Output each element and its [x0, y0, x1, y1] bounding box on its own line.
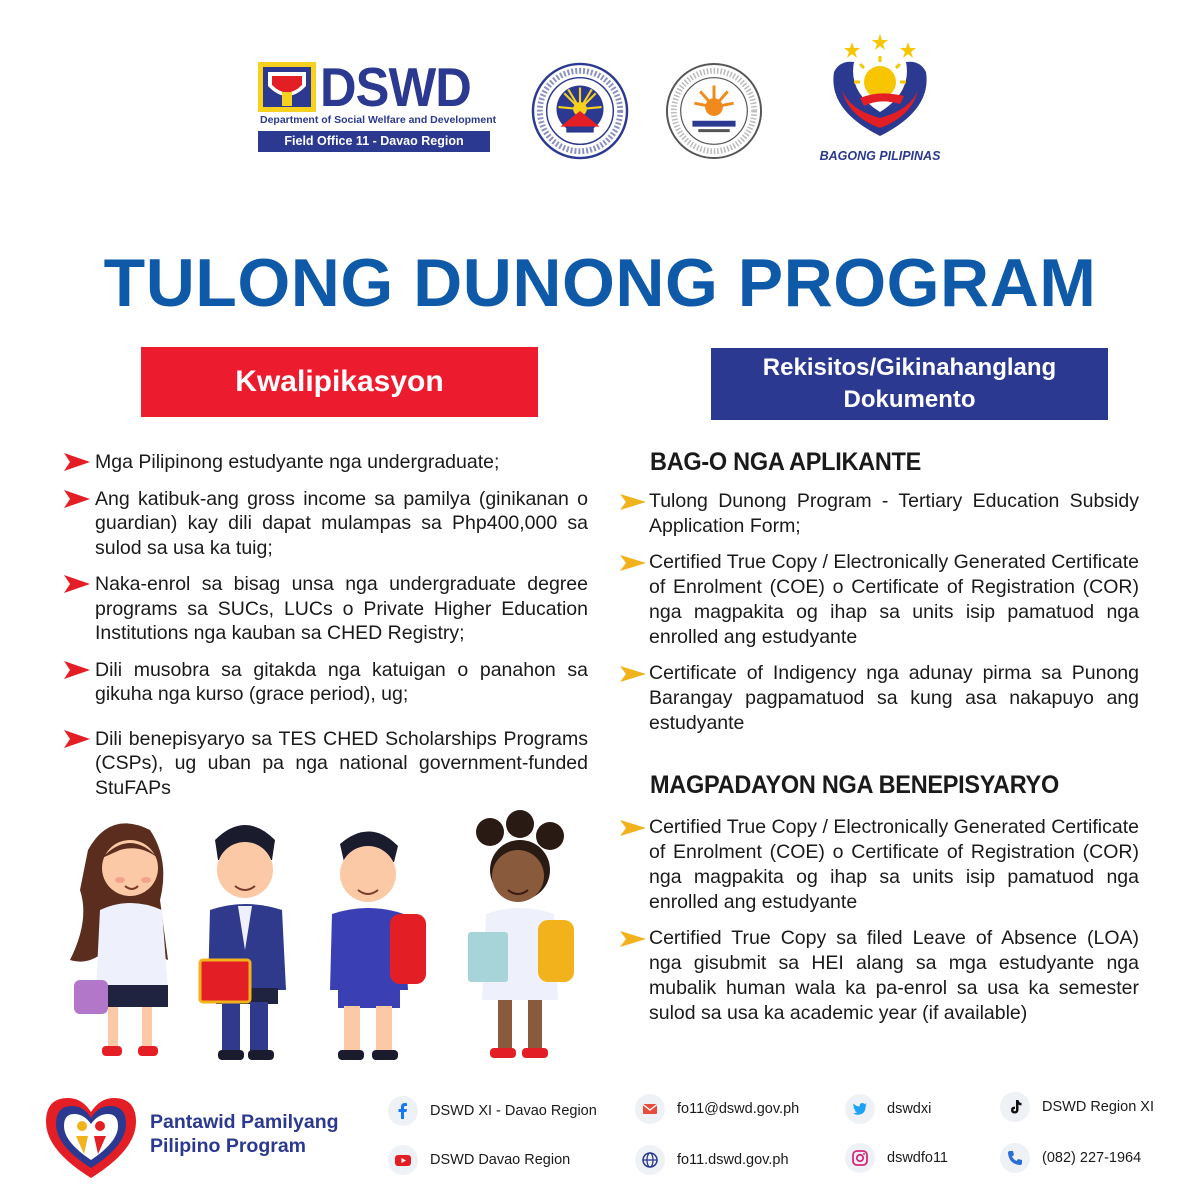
requirement-item — [620, 550, 1139, 650]
dswd-logo — [258, 56, 497, 152]
new-applicants-list — [620, 489, 1139, 736]
red-arrow-icon — [64, 490, 90, 508]
requirement-item — [620, 815, 1139, 915]
qualification-text: Dili benepisyaryo sa TES CHED Scholarships Programs (CSPs), ug uban pa nga national government-funded StuFAPs — [95, 727, 588, 799]
requirement-text: Certified True Copy / Electronically Generated Certificate of Enrolment (COE) o Certificate of Registration (COR) nga magpakita og ihap sa units isip pamatuod nga enrolled ang estudyante — [649, 816, 1139, 913]
qualifications-heading: Kwalipikasyon — [141, 347, 538, 417]
pantawid-heart-icon — [40, 1092, 142, 1182]
requirement-item — [620, 926, 1139, 1026]
new-applicants-title: BAG-O NGA APLIKANTE — [650, 448, 921, 476]
student-boy-illustration — [200, 825, 286, 1060]
qualification-item — [64, 658, 588, 707]
mail-icon — [635, 1094, 665, 1124]
instagram-link[interactable] — [845, 1143, 948, 1173]
student-girl-illustration — [70, 823, 168, 1056]
bagong-pilipinas-logo — [810, 32, 950, 163]
continuing-beneficiaries-list — [620, 815, 1139, 1026]
gold-arrow-icon — [620, 820, 646, 836]
youtube-icon — [388, 1145, 418, 1175]
gold-arrow-icon — [620, 931, 646, 947]
page-title: TULONG DUNONG PROGRAM — [103, 245, 1097, 321]
twitter-label: dswdxi — [887, 1101, 932, 1117]
requirement-item — [620, 661, 1139, 736]
bagong-pilipinas-label: BAGONG PILIPINAS — [819, 149, 941, 163]
continuing-beneficiaries-title: MAGPADAYON NGA BENEPISYARYO — [650, 771, 1059, 799]
red-arrow-icon — [64, 661, 90, 679]
requirement-text: Certificate of Indigency nga adunay pirma sa Punong Barangay pagpamatuod sa kung asa nakapuyo ang estudyante — [649, 662, 1139, 734]
gold-arrow-icon — [620, 494, 646, 510]
youtube-label: DSWD Davao Region — [430, 1152, 571, 1168]
red-arrow-icon — [64, 453, 90, 471]
facebook-label: DSWD XI - Davao Region — [430, 1103, 597, 1119]
qualification-text: Mga Pilipinong estudyante nga undergraduate; — [95, 451, 500, 473]
student-girl-illustration — [468, 810, 574, 1058]
pantawid-name-line2: Pilipino Program — [150, 1135, 307, 1157]
qualification-text: Dili musobra sa gitakda nga katuigan o panahon sa gikuha nga kurso (grace period), ug; — [95, 658, 588, 705]
logo-bar — [0, 32, 1200, 192]
requirement-item — [620, 489, 1139, 539]
phone-icon — [1000, 1143, 1030, 1173]
facebook-link[interactable] — [388, 1096, 597, 1126]
instagram-label: dswdfo11 — [887, 1150, 948, 1166]
gold-arrow-icon — [620, 555, 646, 571]
requirement-text: Tulong Dunong Program - Tertiary Education Subsidy Application Form; — [649, 490, 1139, 537]
requirement-text: Certified True Copy / Electronically Generated Certificate of Enrolment (COE) o Certificate of Registration (COR) nga magpakita og ihap sa units isip pamatuod nga enrolled ang estudyante — [649, 551, 1139, 648]
youtube-link[interactable] — [388, 1145, 570, 1175]
facebook-icon — [388, 1096, 418, 1126]
qualification-item — [64, 727, 588, 801]
red-arrow-icon — [64, 730, 90, 748]
student-boy-illustration — [330, 831, 426, 1060]
tiktok-link[interactable] — [1000, 1092, 1154, 1122]
qualification-item — [64, 450, 588, 475]
phone-link[interactable] — [1000, 1143, 1141, 1173]
email-label: fo11@dswd.gov.ph — [677, 1101, 800, 1117]
qualification-text: Ang katibuk-ang gross income sa pamilya (ginikanan o guardian) kay dili dapat mulampas sa Php400,000 sa sulod sa usa ka tuig; — [95, 487, 588, 559]
dswd-region-badge: Field Office 11 - Davao Region — [258, 131, 490, 152]
instagram-icon — [845, 1143, 875, 1173]
dswd-subtitle: Department of Social Welfare and Development — [260, 114, 497, 126]
requirement-text: Certified True Copy sa filed Leave of Absence (LOA) nga gisubmit sa HEI alang sa mga estudyante nga mubalik human wala ka pa-enrol sa usa ka semester sulod sa usa ka academic year (if available) — [649, 927, 1139, 1024]
pantawid-logo — [40, 1092, 370, 1182]
twitter-icon — [845, 1094, 875, 1124]
ched-seal-icon — [531, 62, 629, 160]
red-arrow-icon — [64, 575, 90, 593]
qualifications-list — [64, 450, 588, 800]
globe-icon — [635, 1145, 665, 1175]
phone-label: (082) 227-1964 — [1042, 1150, 1142, 1166]
email-link[interactable] — [635, 1094, 799, 1124]
website-link[interactable] — [635, 1145, 789, 1175]
qualification-item — [64, 487, 588, 561]
twitter-link[interactable] — [845, 1094, 931, 1124]
dswd-wordmark: DSWD — [320, 56, 471, 118]
bagong-pilipinas-emblem-icon — [820, 32, 940, 142]
pantawid-name-line1: Pantawid Pamilyang — [150, 1111, 339, 1133]
dswd-emblem-icon — [258, 62, 316, 112]
students-illustration — [50, 810, 590, 1080]
requirements-heading: Rekisitos/Gikinahanglang Dokumento — [711, 348, 1108, 420]
qualification-item — [64, 572, 588, 646]
website-label: fo11.dswd.gov.ph — [677, 1152, 789, 1168]
qualification-text: Naka-enrol sa bisag unsa nga undergraduate degree programs sa SUCs, LUCs o Private Higher Education Institutions nga kauban sa CHED Registry; — [95, 573, 588, 644]
gold-arrow-icon — [620, 666, 646, 682]
tiktok-label: DSWD Region XI — [1042, 1099, 1155, 1115]
unifast-seal-icon — [665, 62, 763, 160]
tiktok-icon — [1000, 1092, 1030, 1122]
